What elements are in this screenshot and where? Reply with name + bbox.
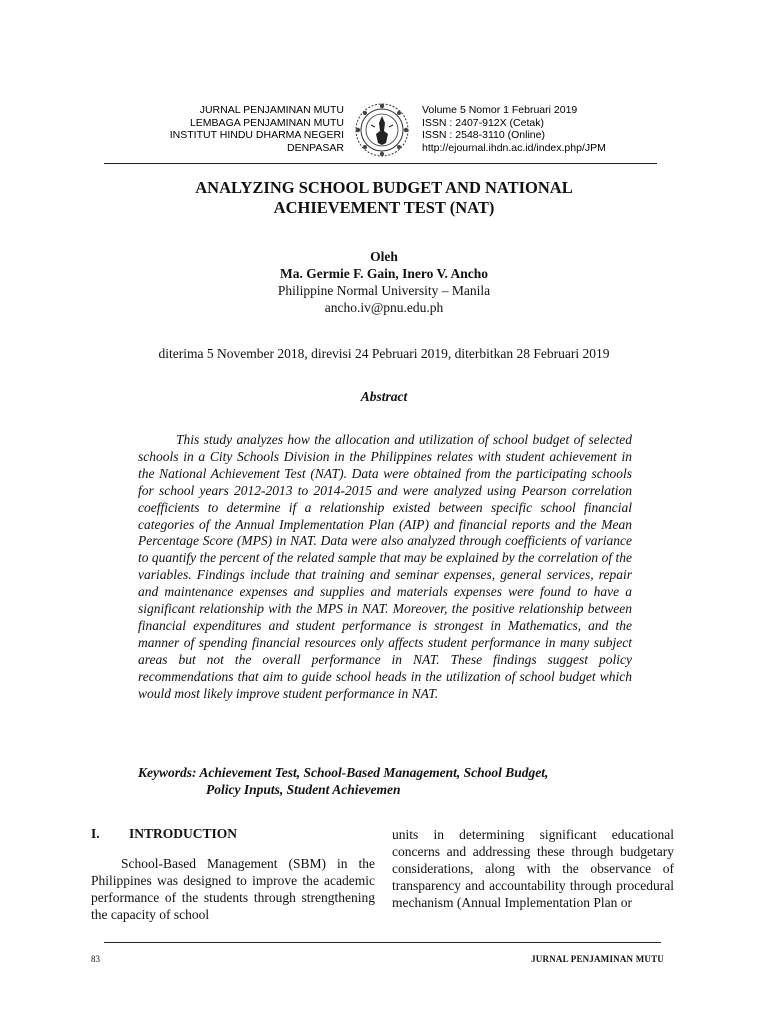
section-heading — [91, 826, 376, 842]
journal-name: JURNAL PENJAMINAN MUTU — [199, 104, 344, 116]
journal-url[interactable]: http://ejournal.ihdn.ac.id/index.php/JPM — [422, 141, 606, 154]
by-label: Oleh — [370, 249, 398, 264]
intro-left-column: School-Based Management (SBM) in the Philippines was designed to improve the academic performance of the students through strengthening the capacity of school — [91, 856, 375, 922]
institution-name: INSTITUT HINDU DHARMA NEGERI — [169, 129, 344, 141]
paper-title — [104, 178, 664, 218]
institution-unit: LEMBAGA PENJAMINAN MUTU — [189, 116, 344, 129]
author-email[interactable]: ancho.iv@pnu.edu.ph — [324, 300, 444, 315]
institution-city: DENPASAR — [287, 141, 344, 154]
issn-print: ISSN : 2407-912X (Cetak) — [422, 116, 544, 129]
paper-title-line-1: ANALYZING SCHOOL BUDGET AND NATIONAL — [195, 178, 573, 197]
issn-online: ISSN : 2548-3110 (Online) — [422, 129, 545, 141]
abstract-text: This study analyzes how the allocation and utilization of school budget of selected schools in a City Schools Division in the Philippines relates with student achievement in the National Achievement Test (NAT). Data were obtained from the participating schools for school years 2012-2013 to 2014-2015 and were analyzed using Pearson correlation coefficients to determine if a relationship existed between specific school financial categories of the Annual Implementation Plan (AIP) and financial reports and the Mean Percentage Score (MPS) in NAT. Data were also analyzed through coefficients of variance to quantify the percent of the related sample that may be explained by the correlation of the variables. Findings include that training and seminar expenses, general services, repair and maintenance expenses and supplies and materials expenses were found to have a significant relationship with the MPS in NAT. Moreover, the positive relationship between financial expenditures and student performance is strongest in Mathematics, and the manner of spending financial resources only affects student performance in many subject areas but not the overall performance in NAT. These findings suggest policy recommendations that aim to guide school heads in the utilization of school budget which would most likely improve student performance in NAT. — [138, 432, 632, 701]
section-title: INTRODUCTION — [129, 826, 238, 841]
header-divider — [104, 163, 657, 164]
footer-divider — [104, 942, 661, 943]
keywords-line-2: Policy Inputs, Student Achievemen — [206, 782, 401, 797]
journal-issue-block — [422, 104, 662, 154]
volume-issue: Volume 5 Nomor 1 Februari 2019 — [422, 104, 578, 116]
journal-publisher-block — [130, 104, 344, 154]
author-affiliation: Philippine Normal University – Manila — [277, 283, 491, 298]
keywords — [138, 764, 638, 798]
author-names: Ma. Germie F. Gain, Inero V. Ancho — [279, 266, 488, 281]
abstract-heading: Abstract — [360, 389, 408, 404]
footer-journal-name: JURNAL PENJAMINAN MUTU — [531, 954, 664, 964]
institution-seal-icon — [353, 101, 411, 159]
paper-title-line-2: ACHIEVEMENT TEST (NAT) — [273, 198, 495, 217]
keywords-line-1: Keywords: Achievement Test, School-Based Management, School Budget, — [138, 765, 549, 780]
publication-dates: diterima 5 November 2018, direvisi 24 Pebruari 2019, diterbitkan 28 Februari 2019 — [158, 346, 610, 361]
section-number: I. — [91, 826, 100, 841]
page-number: 83 — [91, 954, 100, 964]
intro-right-column: units in determining significant educational concerns and addressing these through budgetary considerations, along with the observance of transparency and accountability through procedural mechanism (Annual Implementation Plan or — [392, 827, 674, 910]
author-block — [104, 248, 664, 316]
